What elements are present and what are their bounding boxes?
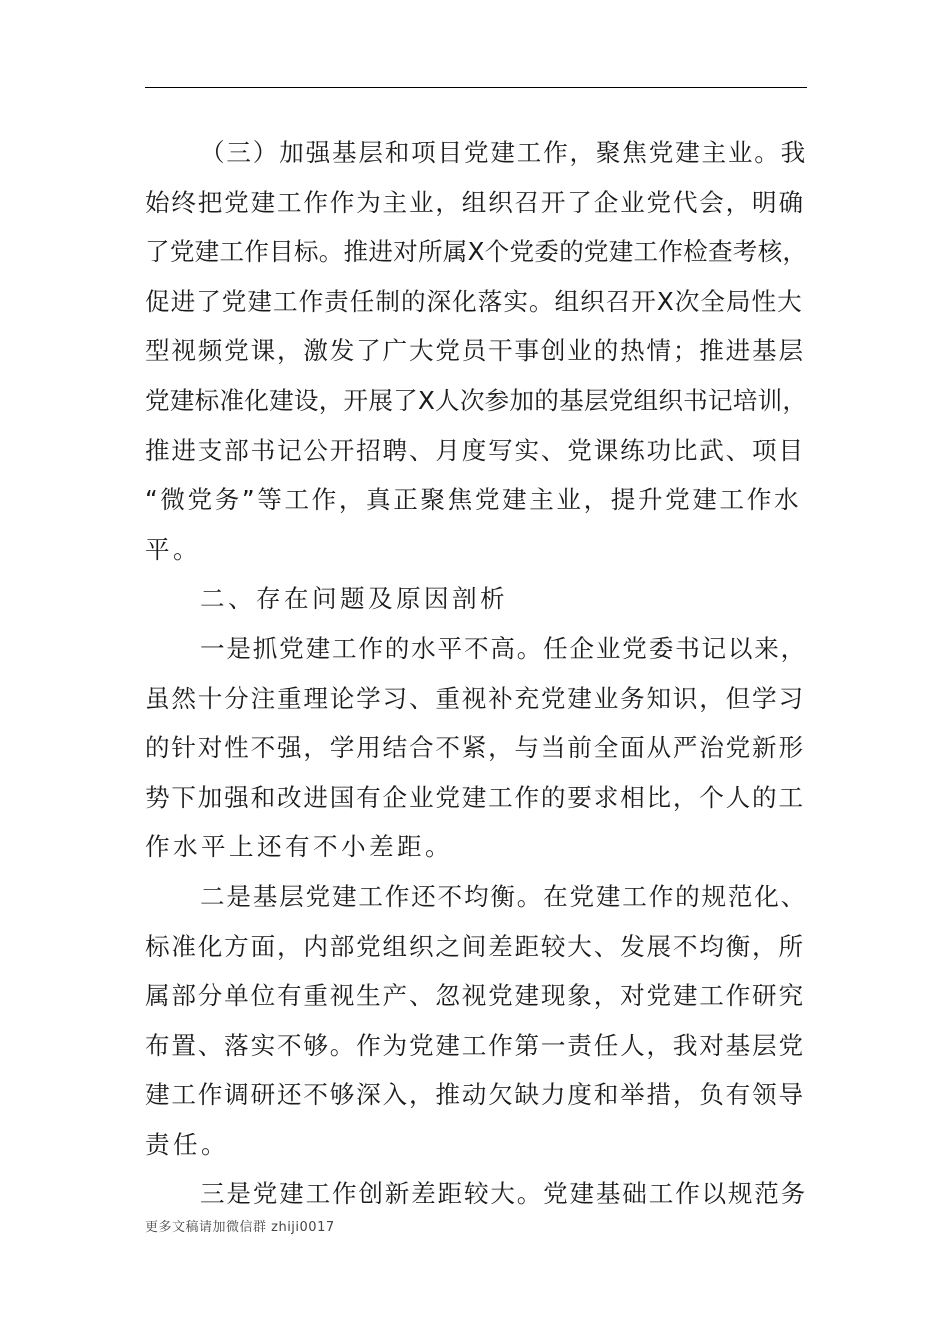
paragraph-line: 二是基层党建工作还不均衡。在党建工作的规范化、 [200,881,808,911]
paragraph-line: 建工作调研还不够深入，推动欠缺力度和举措，负有领导 [145,1080,805,1110]
paragraph-line: 责任。 [145,1129,229,1159]
paragraph-line: 了党建工作目标。推进对所属X个党委的党建工作检查考核， [145,237,807,267]
section-heading: 二、存在问题及原因剖析 [200,584,508,614]
paragraph-line: 促进了党建工作责任制的深化落实。组织召开X次全局性大 [145,286,803,316]
paragraph-line: 三是党建工作创新差距较大。党建基础工作以规范务 [200,1179,808,1209]
paragraph-line: 推进支部书记公开招聘、月度写实、党课练功比武、项目 [145,435,805,465]
paragraph-line: 一是抓党建工作的水平不高。任企业党委书记以来， [200,633,808,663]
paragraph-line: 平。 [145,534,201,564]
paragraph-line: （三）加强基层和项目党建工作，聚焦党建主业。我 [200,138,808,167]
paragraph-line: 作水平上还有不小差距。 [145,832,453,862]
paragraph-line: 布置、落实不够。作为党建工作第一责任人，我对基层党 [145,1030,805,1060]
paragraph-line: 始终把党建工作作为主业，组织召开了企业党代会，明确 [145,187,805,217]
paragraph-line: “微党务”等工作，真正聚焦党建主业，提升党建工作水 [145,485,802,515]
paragraph-line: 型视频党课，激发了广大党员干事创业的热情；推进基层 [145,336,805,366]
document-body [145,128,807,1219]
header-rule [145,87,807,88]
paragraph-line: 的针对性不强，学用结合不紧，与当前全面从严治党新形 [145,733,805,763]
paragraph-line: 势下加强和改进国有企业党建工作的要求相比，个人的工 [145,782,805,812]
paragraph-line: 标准化方面，内部党组织之间差距较大、发展不均衡，所 [145,931,805,961]
paragraph-line: 党建标准化建设，开展了X人次参加的基层党组织书记培训， [145,385,807,415]
footer-note: 更多文稿请加微信群 zhiji0017 [145,1220,335,1235]
paragraph-line: 属部分单位有重视生产、忽视党建现象，对党建工作研究 [145,981,805,1011]
paragraph-line: 虽然十分注重理论学习、重视补充党建业务知识，但学习 [145,683,805,713]
